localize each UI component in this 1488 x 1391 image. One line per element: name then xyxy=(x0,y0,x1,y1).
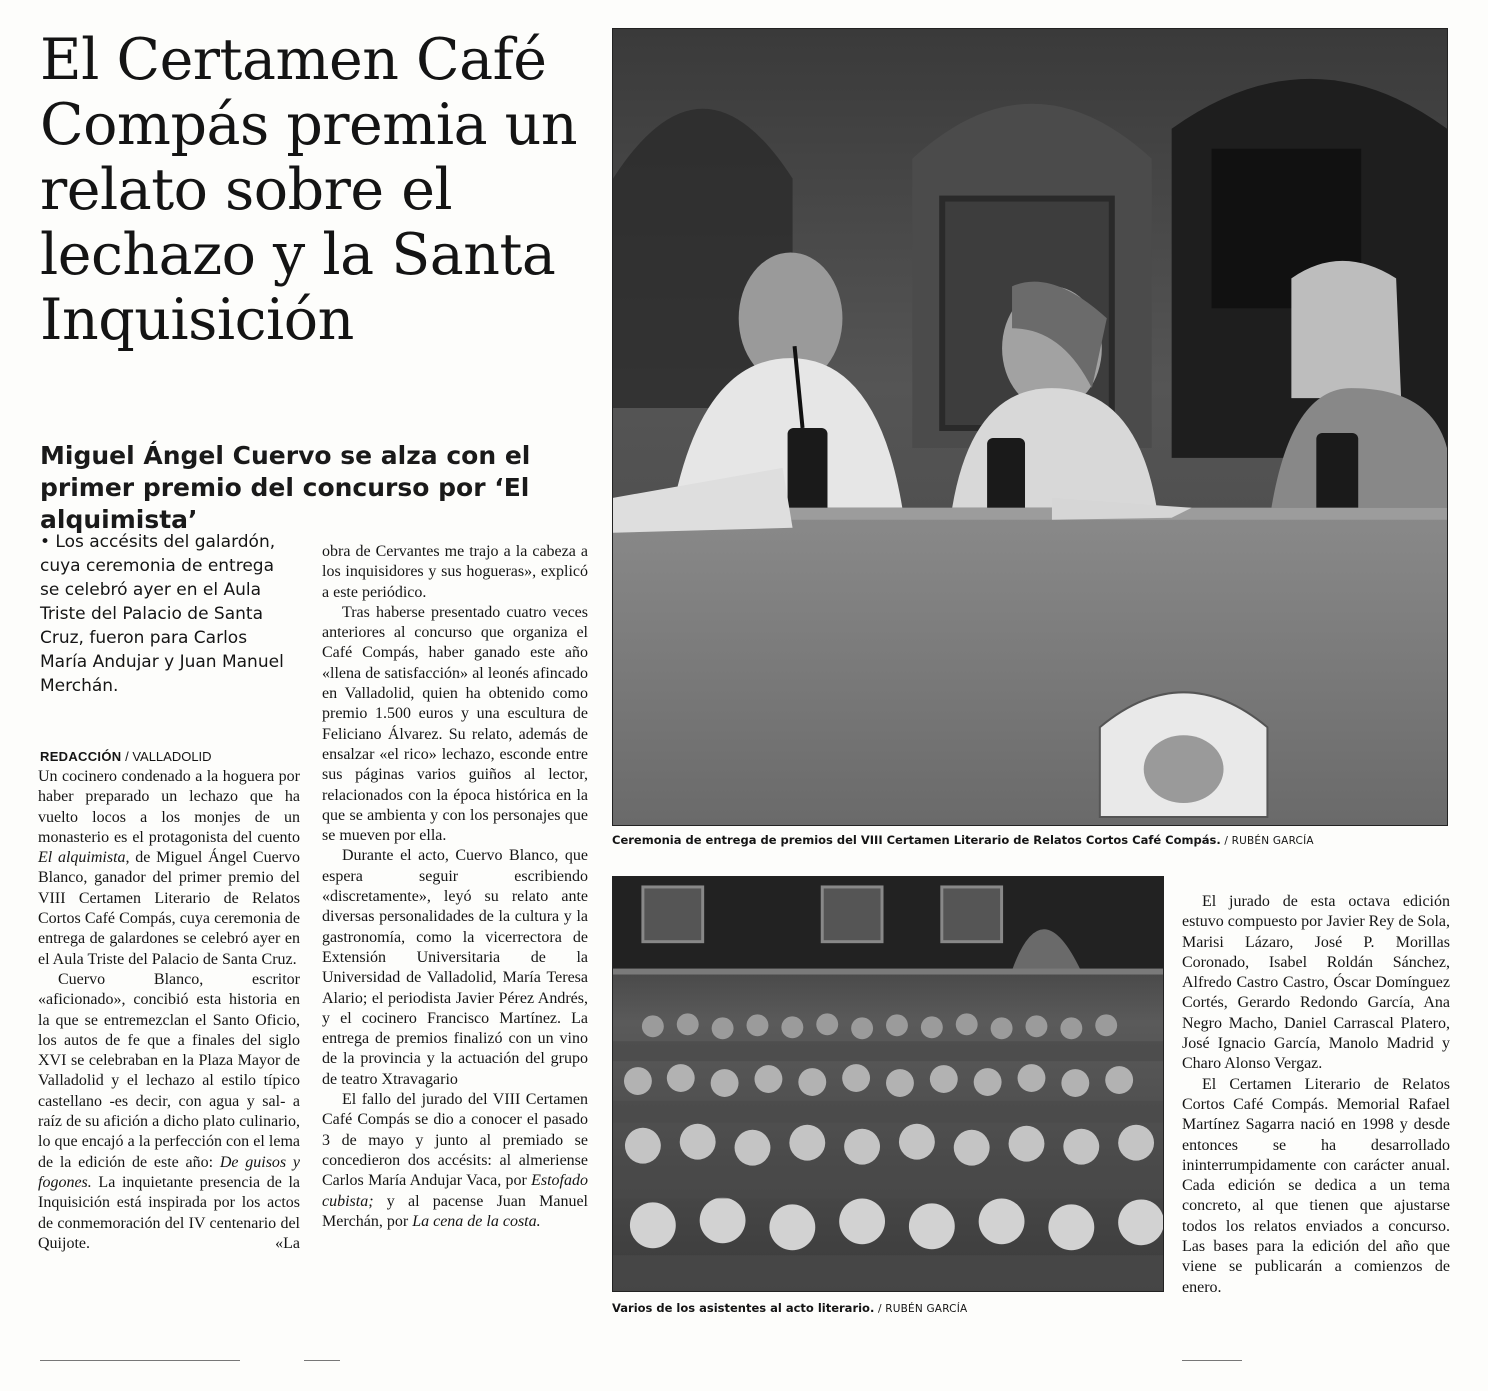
text-run: Cuervo Blanco, escritor «aficionado», concibió esta historia en la que se entremezclan el Santo Oficio, los autos de fe que a finales del siglo XVI se celebraban en la Plaza Mayor de Valladolid y el lechazo al estilo típico castellano -es decir, con agua y sal- a raíz de su afición a dicho plato culinario, lo que encajó a la perfección con el lema de la edición de este año: xyxy=(38,970,300,1171)
column-end-rule xyxy=(1182,1360,1242,1361)
byline-location: VALLADOLID xyxy=(132,749,212,764)
text-run: Un cocinero condenado a la hoguera por haber preparado un lechazo que ha vuelto locos a los monjes de un monasterio es el protagonista del cuento xyxy=(38,768,300,846)
paragraph xyxy=(38,970,300,1254)
photo-credit: / RUBÉN GARCÍA xyxy=(1224,835,1314,847)
summary-bullet: • Los accésits del galardón, cuya ceremonia de entrega se celebró ayer en el Aula Triste del Palacio de Santa Cruz, fueron para Carlos María Andujar y Juan Manuel Merchán. xyxy=(40,532,284,696)
paragraph: obra de Cervantes me trajo a la cabeza a los inquisidores y sus hogueras», explicó a este periódico. xyxy=(322,543,588,601)
audience-photo xyxy=(612,876,1164,1292)
body-column-2 xyxy=(322,542,588,1232)
story-title: Estofado cubista; xyxy=(322,1172,588,1210)
ceremony-photo xyxy=(612,28,1448,826)
ceremony-photo-image xyxy=(613,29,1447,825)
column-end-rule xyxy=(304,1360,340,1361)
paragraph: El jurado de esta octava edición estuvo compuesto por Javier Rey de Sola, Marisi Lázaro, José P. Morillas Coronado, Isabel Roldán Sánchez, Alfredo Castro Castro, Óscar Domínguez Cortés, Gerardo Redondo García, Ana Negro Macho, Daniel Carrascal Platero, José Ignacio García, Manolo Madrid y Charo Alonso Vergaz. xyxy=(1182,893,1450,1073)
text-run: de Miguel Ángel Cuervo Blanco, ganador del primer premio del VIII Certamen Literario de Relatos Cortos Café Compás, cuya ceremonia de entrega de galardones se celebró ayer en el Aula Triste del Palacio de Santa Cruz. xyxy=(38,849,301,968)
text-run: El fallo del jurado del VIII Certamen Café Compás se dio a conocer el pasado 3 de mayo y junto al premiado se concedieron dos accésits: al almeriense Carlos María Andujar Vaca, por xyxy=(322,1091,588,1190)
text-run: La inquietante presencia de la Inquisición está inspirada por los actos de conmemoración del IV centenario del Quijote. «La xyxy=(38,1173,300,1252)
paragraph xyxy=(322,1090,588,1232)
audience-photo-image xyxy=(613,877,1163,1291)
photo-credit: / RUBÉN GARCÍA xyxy=(877,1303,968,1315)
caption-text: Ceremonia de entrega de premios del VIII Certamen Literario de Relatos Cortos Café Compás. xyxy=(612,833,1221,847)
ceremony-caption xyxy=(612,832,1314,849)
column-end-rule xyxy=(40,1360,240,1361)
paragraph: Durante el acto, Cuervo Blanco, que espera seguir escribiendo «discretamente», leyó su relato ante diversas personalidades de la cultura y la gastronomía, como la vicerrectora de Extensión Universitaria de la Universidad de Valladolid, María Teresa Alario; el periodista Javier Pérez Andrés, y el cocinero Francisco Martínez. La entrega de premios finalizó con un vino de la provincia y la actuación del grupo de teatro Xtravagario xyxy=(322,847,588,1088)
paragraph: Tras haberse presentado cuatro veces anteriores al concurso que organiza el Café Compás, haber ganado este año «llena de satisfacción» al leonés afincado en Valladolid, quien ha obtenido como premio 1.500 euros y una escultura de Feliciano Álvarez. Su relato, además de ensalzar «el rico» lechazo, esconde entre sus páginas varios guiños al lector, relacionados con la época histórica en la que se ambienta y con los personajes que se mueven por ella. xyxy=(322,603,588,845)
body-column-1 xyxy=(38,767,300,1254)
edition-motto: De guisos y fogones. xyxy=(38,1153,301,1191)
byline-separator: / xyxy=(125,749,129,764)
byline-author: REDACCIÓN xyxy=(40,749,122,764)
byline xyxy=(40,748,290,766)
story-title: El alquimista, xyxy=(38,849,130,867)
paragraph: El Certamen Literario de Relatos Cortos Café Compás. Memorial Rafael Martínez Sagarra nació en 1998 y desde entonces se ha desarrollado ininterrumpidamente con carácter anual. Cada edición se dedica a un tema concreto, al que tienen que ajustarse todos los relatos enviados a concurso. Las bases para la edición del año que viene se publicarán a comienzos de enero. xyxy=(1182,1075,1450,1296)
text-run: y al pacense Juan Manuel Merchán, por xyxy=(322,1192,588,1230)
audience-caption xyxy=(612,1300,967,1317)
headline: El Certamen Café Compás premia un relato sobre el lechazo y la Santa Inquisición xyxy=(40,27,578,353)
body-column-3 xyxy=(1182,892,1450,1298)
paragraph xyxy=(38,767,300,970)
subheadline: Miguel Ángel Cuervo se alza con el primer premio del concurso por ‘El alquimista’ xyxy=(40,441,531,534)
caption-text: Varios de los asistentes al acto literario. xyxy=(612,1301,875,1315)
story-title: La cena de la costa. xyxy=(412,1212,541,1230)
